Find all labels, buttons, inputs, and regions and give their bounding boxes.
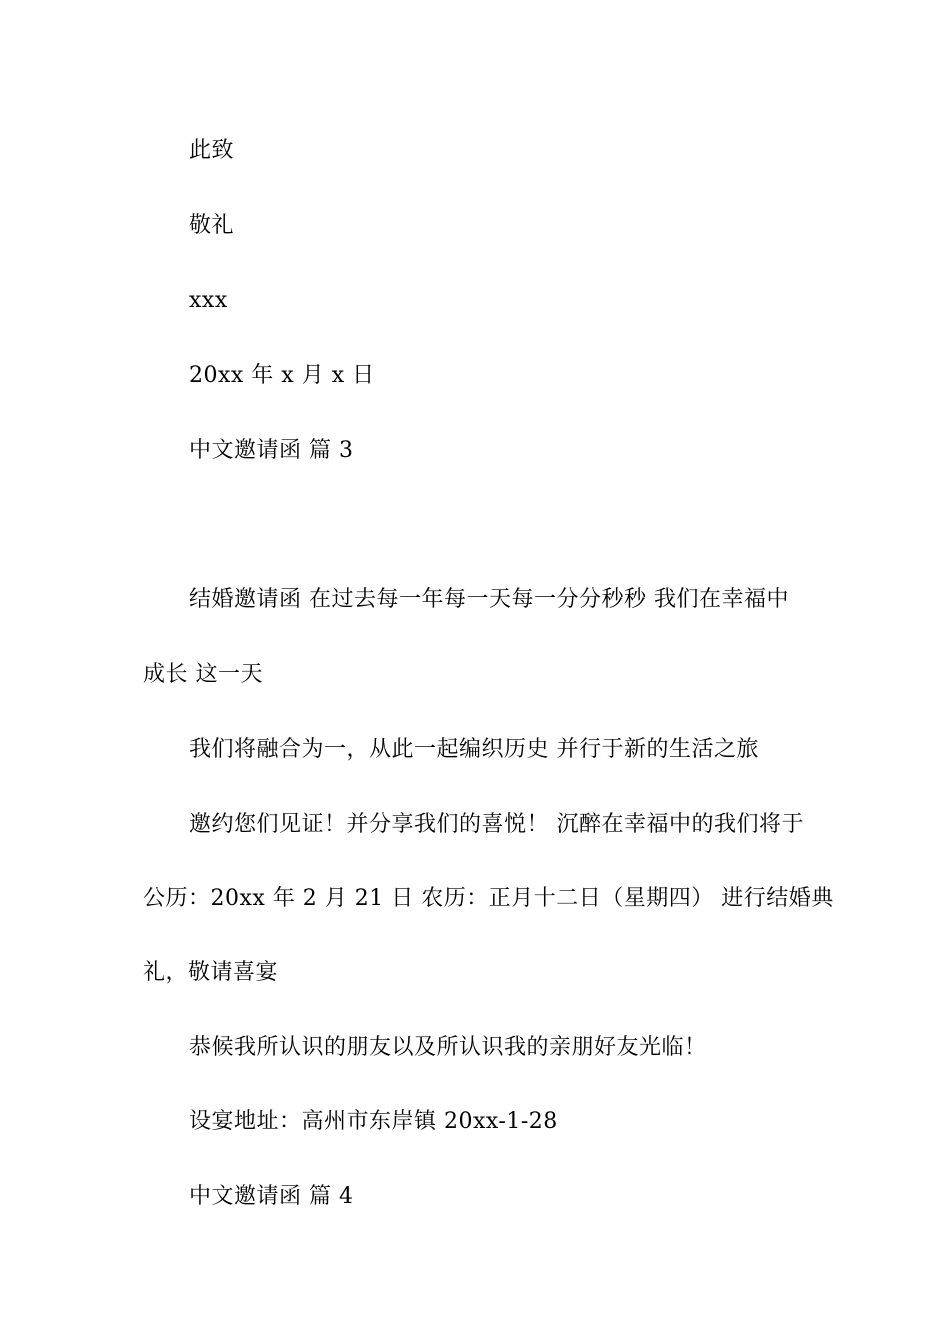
paragraph-3-line-1: 邀约您们见证！并分享我们的喜悦！ 沉醉在幸福中的我们将于 bbox=[189, 812, 804, 837]
paragraph-4: 恭候我所认识的朋友以及所认识我的亲朋好友光临！ bbox=[189, 1035, 707, 1060]
signature: xxx bbox=[189, 288, 228, 313]
section-heading-4: 中文邀请函 篇 4 bbox=[189, 1184, 354, 1209]
paragraph-1-line-2: 成长 这一天 bbox=[143, 662, 263, 687]
paragraph-5-address: 设宴地址：高州市东岸镇 20xx-1-28 bbox=[189, 1109, 558, 1134]
paragraph-3-line-3: 礼，敬请喜宴 bbox=[143, 960, 279, 985]
closing-line-1: 此致 bbox=[189, 138, 235, 163]
paragraph-1-line-1: 结婚邀请函 在过去每一年每一天每一分分秒秒 我们在幸福中 bbox=[189, 587, 789, 612]
section-heading-3: 中文邀请函 篇 3 bbox=[189, 438, 354, 463]
date-line: 20xx 年 x 月 x 日 bbox=[189, 363, 375, 388]
paragraph-3-line-2: 公历：20xx 年 2 月 21 日 农历：正月十二日（星期四） 进行结婚典 bbox=[143, 886, 834, 911]
paragraph-2: 我们将融合为一，从此一起编织历史 并行于新的生活之旅 bbox=[189, 737, 759, 762]
closing-line-2: 敬礼 bbox=[189, 213, 235, 238]
